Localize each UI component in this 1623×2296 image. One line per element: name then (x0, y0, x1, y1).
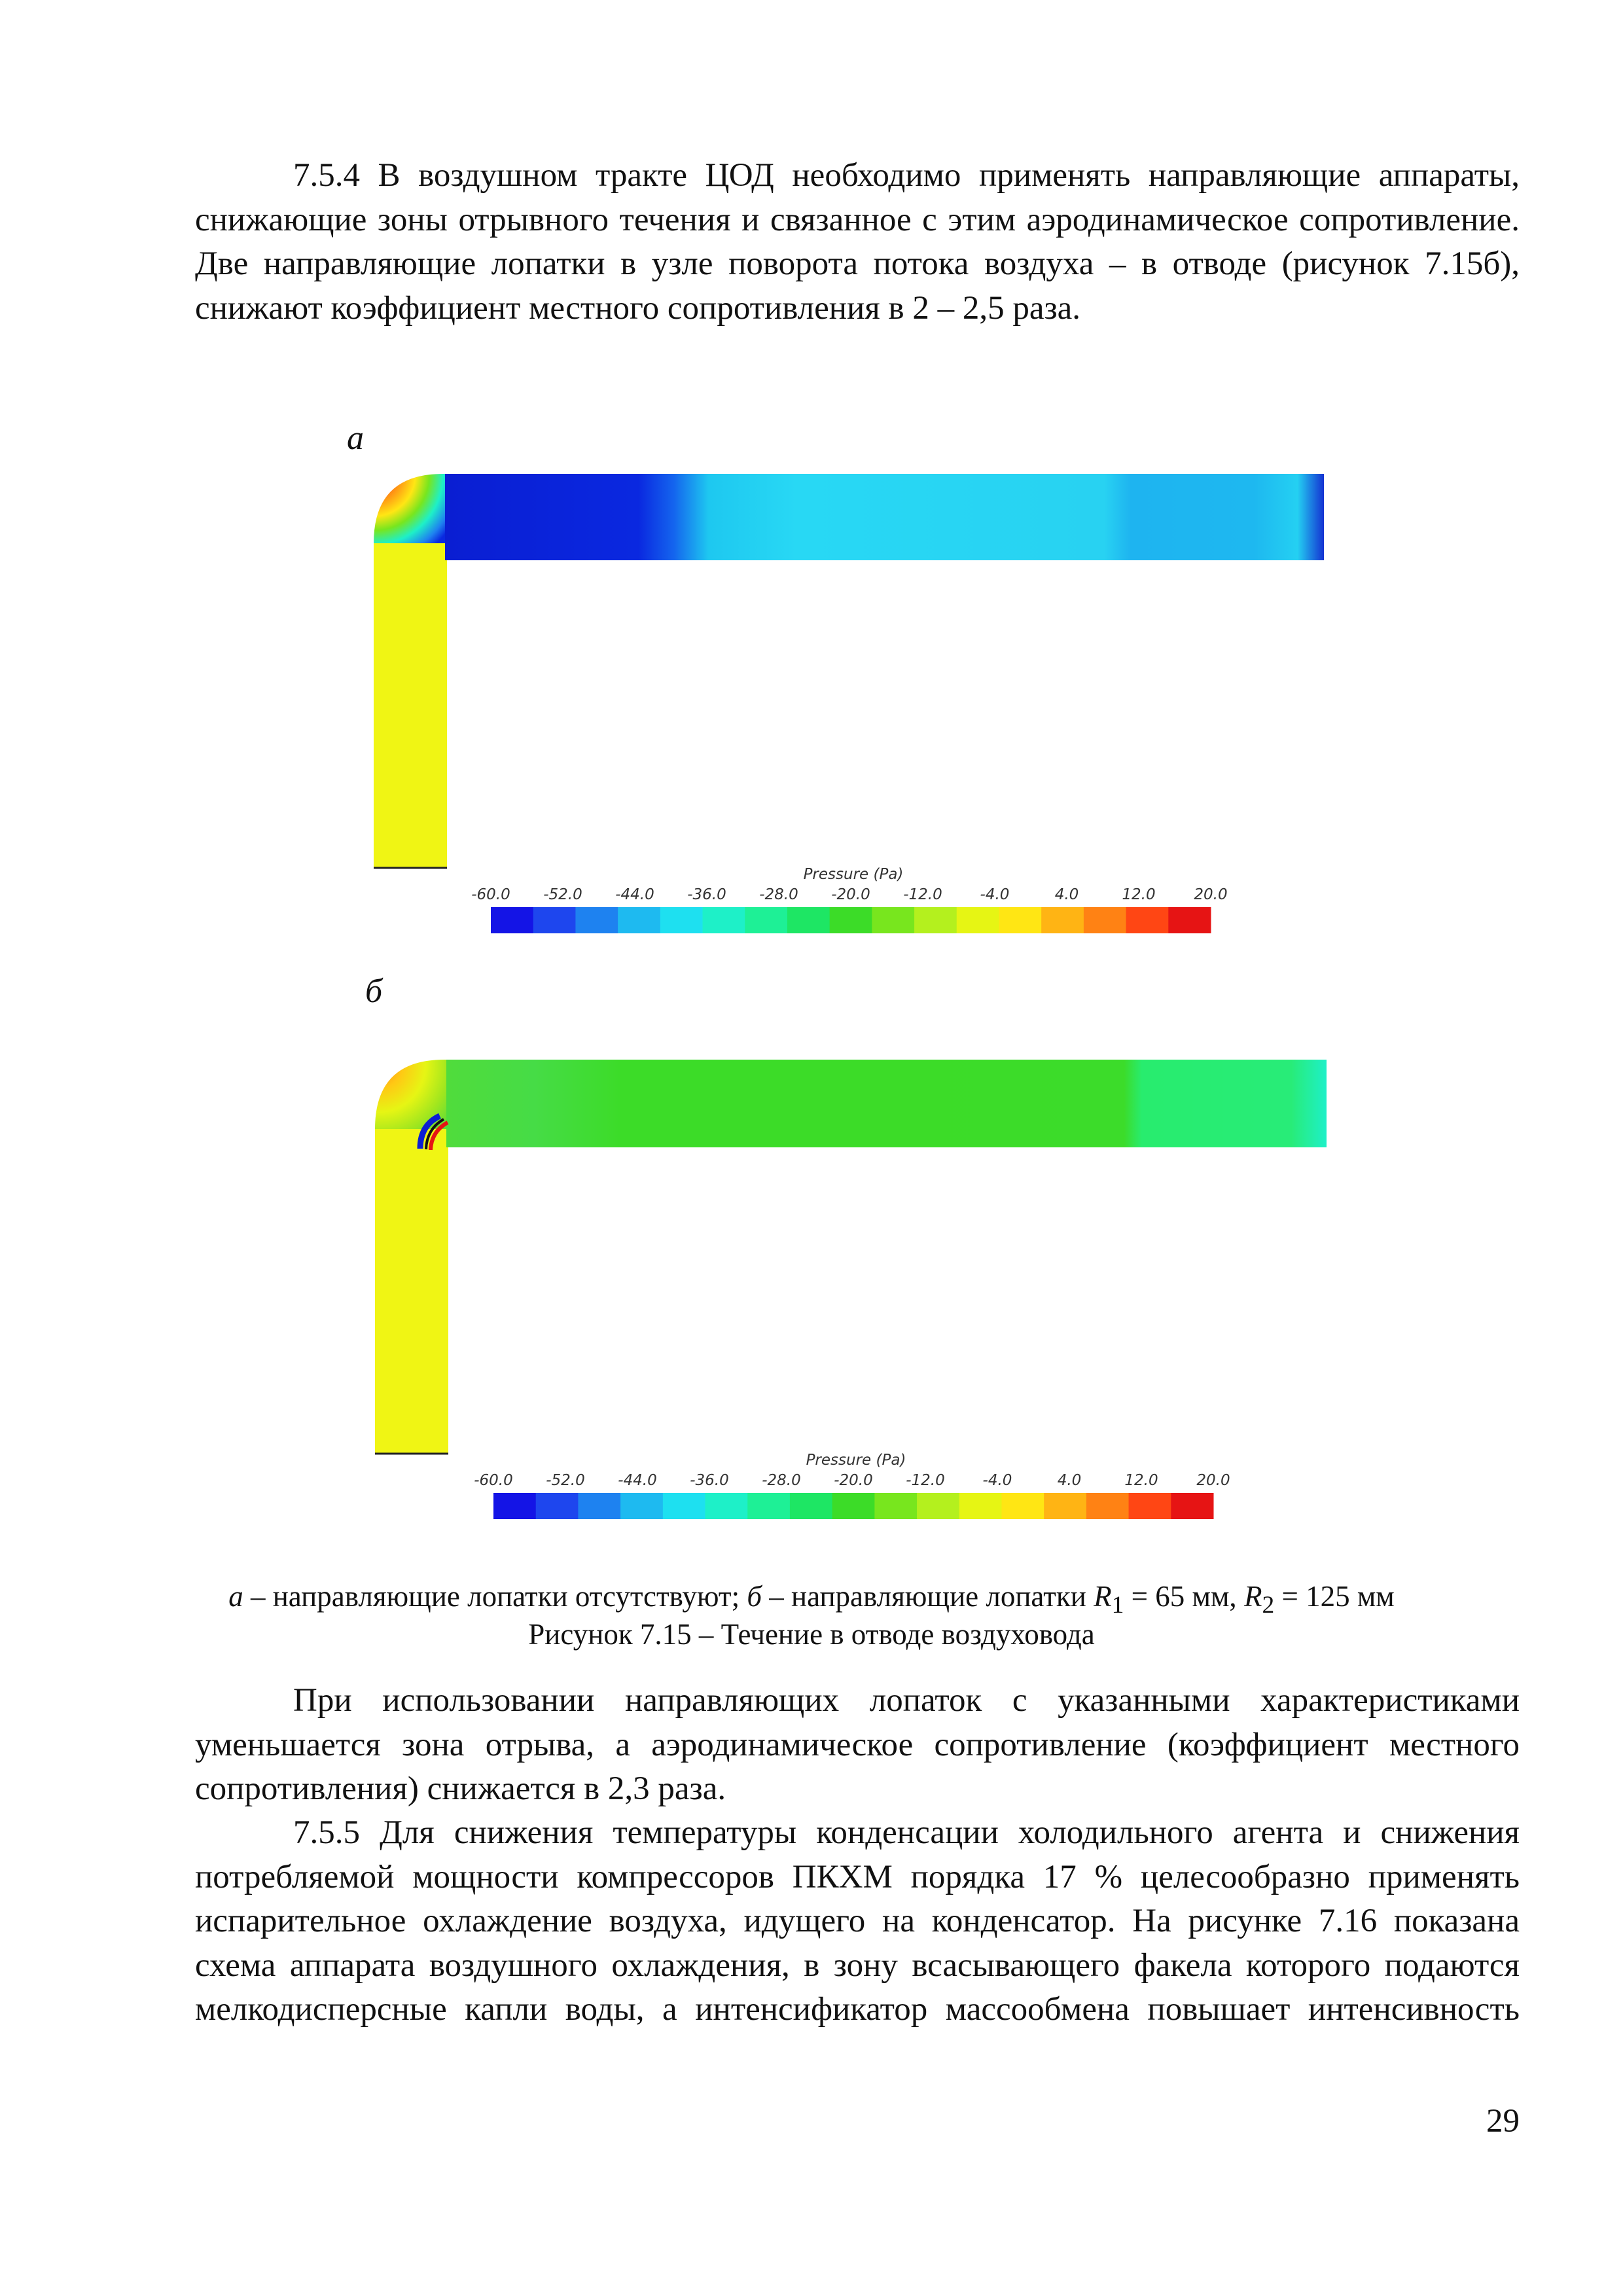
page-number: 29 (1486, 2103, 1520, 2140)
scale-color-swatch (745, 907, 787, 933)
scale-tick-label: -12.0 (903, 886, 942, 903)
scale-tick-label: 4.0 (1057, 1472, 1082, 1489)
scale-color-swatch (874, 1493, 917, 1519)
figure-panel-b-letter: б (365, 973, 383, 1010)
scale-tick-label: -4.0 (982, 1472, 1012, 1489)
scale-color-swatch (914, 907, 957, 933)
scale-tick-label: -36.0 (687, 886, 726, 903)
scale-tick-label: -20.0 (834, 1472, 873, 1489)
scale-tick-label: -12.0 (906, 1472, 945, 1489)
scale-tick-label: -52.0 (543, 886, 582, 903)
scale-tick-label: 20.0 (1196, 1472, 1230, 1489)
scale-tick-label: -44.0 (618, 1472, 657, 1489)
caption-r2-sub: 2 (1262, 1592, 1275, 1619)
scale-color-swatch (959, 1493, 1002, 1519)
scale-color-swatch (1001, 1493, 1044, 1519)
duct-vertical-leg (375, 1129, 448, 1454)
scale-title: Pressure (Pa) (806, 1452, 906, 1469)
scale-color-swatch (618, 907, 660, 933)
scale-tick-label: 20.0 (1194, 886, 1228, 903)
scale-color-swatch (660, 907, 703, 933)
caption-r2: R (1243, 1580, 1262, 1613)
scale-color-swatch (1086, 1493, 1129, 1519)
scale-color-swatch (493, 1493, 536, 1519)
scale-tick-label: -60.0 (471, 886, 510, 903)
scale-color-swatch (957, 907, 999, 933)
scale-color-swatch (1129, 1493, 1171, 1519)
scale-color-swatch (663, 1493, 705, 1519)
duct-horizontal-leg (445, 474, 1324, 560)
figure-panel-a (366, 458, 1348, 936)
scale-color-swatch (1044, 1493, 1086, 1519)
scale-tick-label: -36.0 (690, 1472, 729, 1489)
scale-tick-label: -28.0 (762, 1472, 801, 1489)
figure-caption-title: Рисунок 7.15 – Течение в отводе воздуховода (528, 1618, 1095, 1651)
scale-tick-label: 4.0 (1054, 886, 1079, 903)
duct-vertical-leg (374, 543, 447, 868)
caption-b-letter: б (747, 1580, 762, 1613)
scale-color-swatch (1041, 907, 1084, 933)
scale-tick-label: -44.0 (615, 886, 654, 903)
scale-color-swatch (1168, 907, 1211, 933)
scale-ticks (471, 886, 1227, 903)
scale-colorbar (493, 1493, 1214, 1519)
scale-tick-label: 12.0 (1124, 1472, 1158, 1489)
caption-b-text: – направляющие лопатки (761, 1580, 1094, 1613)
scale-color-swatch (575, 907, 618, 933)
caption-r1-sub: 1 (1111, 1592, 1124, 1619)
scale-color-swatch (1126, 907, 1169, 933)
caption-a-letter: а (228, 1580, 243, 1613)
figure-panel-b (366, 1044, 1348, 1522)
scale-color-swatch (578, 1493, 620, 1519)
caption-r2-value: = 125 мм (1274, 1580, 1395, 1613)
scale-color-swatch (536, 1493, 579, 1519)
scale-color-swatch (705, 1493, 748, 1519)
scale-color-swatch (917, 1493, 959, 1519)
scale-color-swatch (703, 907, 745, 933)
scale-color-swatch (620, 1493, 663, 1519)
caption-r1: R (1094, 1580, 1112, 1613)
scale-colorbar (491, 907, 1211, 933)
scale-color-swatch (747, 1493, 790, 1519)
scale-color-swatch (790, 1493, 832, 1519)
scale-color-swatch (999, 907, 1041, 933)
pressure-field-with-vanes (366, 1044, 1348, 1522)
scale-tick-label: -60.0 (474, 1472, 513, 1489)
paragraph-guide-vanes-result: При использовании направляющих лопаток с указанными характеристиками уменьшается зона отрыва, а аэродинамическое сопротивление (коэффициент местного сопротивления) снижается в 2,3 раза. (195, 1682, 1520, 1807)
caption-a-text: – направляющие лопатки отсутствуют; (243, 1580, 747, 1613)
duct-horizontal-leg (446, 1060, 1327, 1147)
scale-ticks (474, 1472, 1230, 1489)
scale-tick-label: -52.0 (546, 1472, 585, 1489)
scale-color-swatch (872, 907, 914, 933)
scale-tick-label: -28.0 (759, 886, 798, 903)
paragraph-7-5-4: 7.5.4 В воздушном тракте ЦОД необходимо применять направляющие аппараты, снижающие зоны отрывного течения и связанное с этим аэродинамическое сопротивление. Две направляющие лопатки в узле поворота потока воздуха – в отводе (рисунок 7.15б), снижают коэффициент местного сопротивления в 2 – 2,5 раза. (195, 157, 1520, 327)
pressure-field-no-vanes (366, 458, 1348, 936)
scale-tick-label: -4.0 (980, 886, 1010, 903)
paragraph-7-5-5: 7.5.5 Для снижения температуры конденсации холодильного агента и снижения потребляемой мощности компрессоров ПКХМ порядка 17 % целесообразно применять испарительное охлаждение воздуха, идущего на конденсатор. На рисунке 7.16 показана схема аппарата воздушного охлаждения, в зону всасывающего факела которого подаются мелкодисперсные капли воды, а интенсификатор массообмена повышает интенсивность (195, 1814, 1520, 2028)
caption-r1-value: = 65 мм, (1124, 1580, 1244, 1613)
scale-color-swatch (830, 907, 872, 933)
scale-tick-label: -20.0 (831, 886, 870, 903)
scale-color-swatch (832, 1493, 875, 1519)
scale-color-swatch (1171, 1493, 1213, 1519)
scale-tick-label: 12.0 (1122, 886, 1156, 903)
scale-color-swatch (1084, 907, 1126, 933)
scale-color-swatch (491, 907, 533, 933)
figure-panel-a-letter: а (347, 420, 364, 457)
scale-color-swatch (787, 907, 830, 933)
scale-color-swatch (533, 907, 576, 933)
scale-title: Pressure (Pa) (803, 866, 904, 883)
